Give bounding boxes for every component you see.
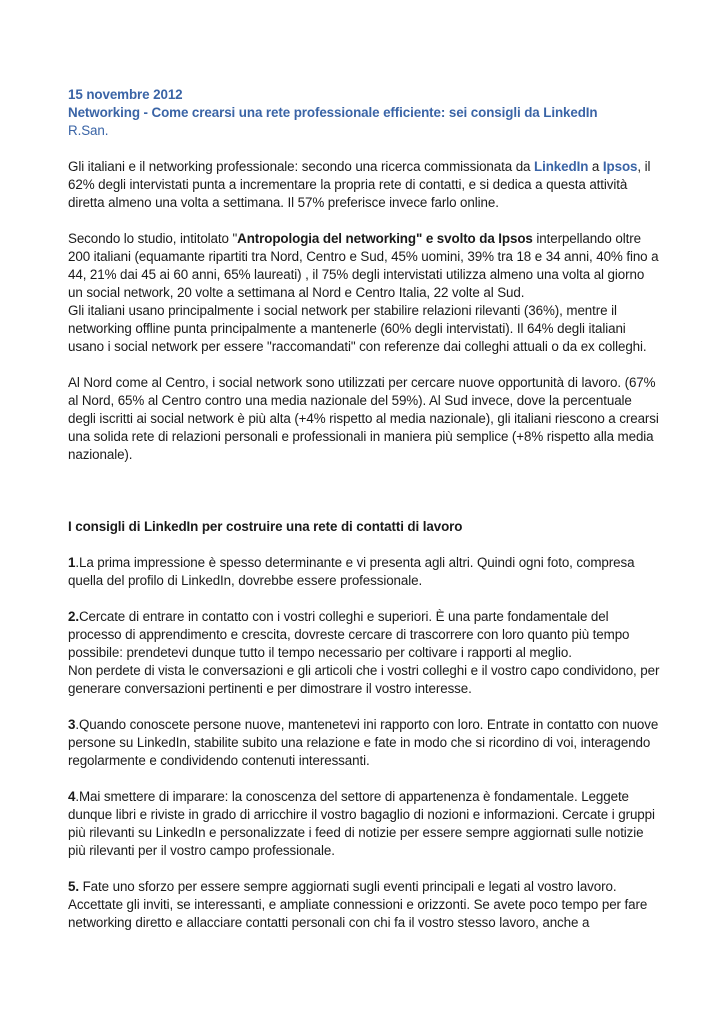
intro-paragraph-3: Gli italiani usano principalmente i social network per stabilire relazioni rilevanti (36%), mentre il networking offline punta principalmente a mantenerle (60% degli intervistati). Il 64% degli italiani usano i social network per essere "raccomandati" con referenze dai colleghi attuali o da ex colleghi. — [68, 303, 647, 354]
tip-3: 3.Quando conoscete persone nuove, mantenetevi ini rapporto con loro. Entrate in contatto con nuove persone su LinkedIn, stabilite subito una relazione e fate in modo che si ricordino di voi, interagendo regolarmente e condividendo contenuti interessanti. — [68, 717, 659, 768]
tip-number: 4 — [68, 789, 76, 804]
tip-2: 2.Cercate di entrare in contatto con i vostri colleghi e superiori. È una parte fondamentale del processo di apprendimento e crescita, dovreste cercare di trascorrere con loro quanto più tempo possibile: prendetevi dunque tutto il tempo necessario per coltivare i rapporti al meglio. — [68, 609, 630, 660]
tip-number: 3 — [68, 717, 76, 732]
linkedin-link[interactable]: LinkedIn — [534, 159, 589, 174]
study-title: Antropologia del networking" e svolto da Ipsos — [237, 231, 533, 246]
article-date: 15 novembre 2012 — [68, 87, 183, 102]
tip-number: 1 — [68, 555, 76, 570]
tip-5: 5. Fate uno sforzo per essere sempre aggiornati sugli eventi principali e legati al vostro lavoro. Accettate gli inviti, se interessanti, e ampliate connessioni e orizzonti. Se avete poco tempo per fare networking diretto e allacciare contatti personali con chi fa il vostro stesso lavoro, anche a — [68, 879, 648, 930]
tip-2-continued: Non perdete di vista le conversazioni e gli articoli che i vostri colleghi e il vostro capo condividono, per generare conversazioni pertinenti e per dimostrare il vostro interesse. — [68, 663, 660, 696]
article-author: R.San. — [68, 123, 109, 138]
tip-4: 4.Mai smettere di imparare: la conoscenza del settore di appartenenza è fondamentale. Leggete dunque libri e riviste in grado di arricchire il vostro bagaglio di nozioni e informazioni. Cercate i gruppi più rilevanti su LinkedIn e personalizzate i feed di notizie per essere sempre aggiornati sulle notizie più rilevanti per il vostro campo professionale. — [68, 789, 655, 858]
document-page — [68, 86, 660, 932]
tip-number: 2. — [68, 609, 79, 624]
article-title: Networking - Come crearsi una rete professionale efficiente: sei consigli da LinkedIn — [68, 105, 598, 120]
tips-heading: I consigli di LinkedIn per costruire una rete di contatti di lavoro — [68, 519, 463, 534]
intro-paragraph-1: Gli italiani e il networking professionale: secondo una ricerca commissionata da LinkedIn a Ipsos, il 62% degli intervistati punta a incrementare la propria rete di contatti, e si dedica a questa attività diretta almeno una volta a settimana. Il 57% preferisce invece farlo online. — [68, 159, 651, 210]
intro-paragraph-2: Secondo lo studio, intitolato "Antropologia del networking" e svolto da Ipsos interpellando oltre 200 italiani (equamante ripartiti tra Nord, Centro e Sud, 45% uomini, 39% tra 18 e 34 anni, 40% fino a 44, 21% dai 45 ai 60 anni, 65% laureati) , il 75% degli intervistati utilizza almeno una volta al giorno un social network, 20 volte a settimana al Nord e Centro Italia, 22 volte al Sud. — [68, 231, 659, 300]
ipsos-link[interactable]: Ipsos — [602, 159, 638, 174]
tip-1: 1.La prima impressione è spesso determinante e vi presenta agli altri. Quindi ogni foto, compresa quella del profilo di LinkedIn, dovrebbe essere professionale. — [68, 555, 635, 588]
tip-number: 5. — [68, 879, 79, 894]
intro-paragraph-4: Al Nord come al Centro, i social network sono utilizzati per cercare nuove opportunità di lavoro. (67% al Nord, 65% al Centro contro una media nazionale del 59%). Al Sud invece, dove la percentuale degli iscritti ai social network è più alta (+4% rispetto al media nazionale), gli italiani riescono a crearsi una solida rete di relazioni personali e professionali in maniera più semplice (+8% rispetto alla media nazionale). — [68, 375, 659, 462]
